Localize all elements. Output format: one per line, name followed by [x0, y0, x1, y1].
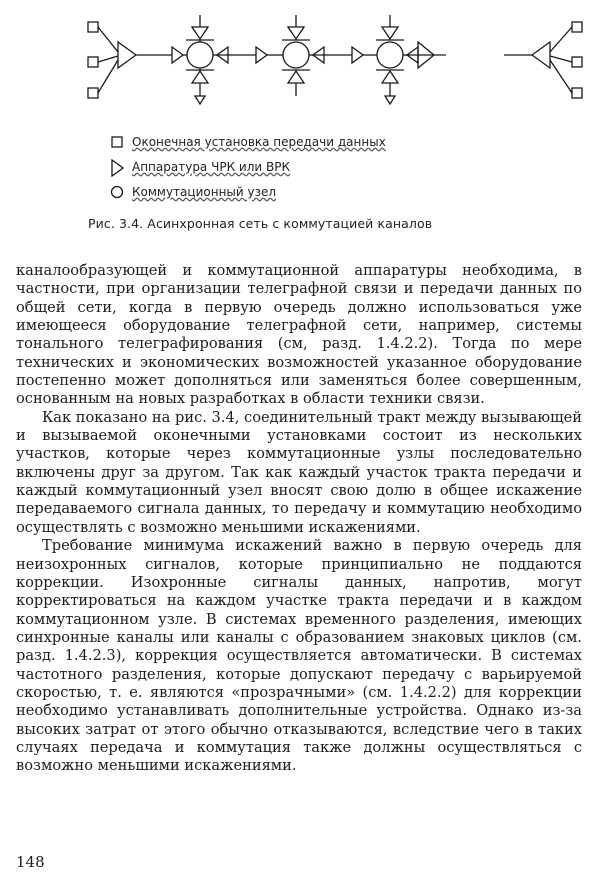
- terminal-right-top: [572, 22, 582, 32]
- network-diagram: [60, 0, 600, 112]
- paragraph-2: Как показано на рис. 3.4, соединительный тракт между вызывающей и вызываемой оконечными установками состоит из нескольких участков, которые через коммутационные узлы последовательно включены друг за другом. Так как каждый участок тракта передачи и каждый коммутационный узел вносят свою долю в общее искажение передаваемого сигнала данных, то передачу и коммутацию необходимо осуществлять с возможно меньшими искажениями.: [16, 408, 582, 536]
- switching-node-1: [172, 15, 228, 104]
- multiplexer-left: [118, 42, 136, 68]
- square-icon: [110, 134, 124, 150]
- multiplexer-right: [532, 42, 550, 68]
- body-text: [16, 262, 582, 776]
- legend-item-switch: [110, 182, 410, 207]
- network-diagram-svg: [60, 0, 600, 112]
- legend-item-equipment: [110, 157, 410, 182]
- terminal-left-middle: [88, 57, 98, 67]
- diagram-legend: [110, 132, 410, 207]
- paragraph-1: каналообразующей и коммутационной аппаратуры необходима, в частности, при организации телеграфной связи и передачи данных по общей сети, когда в первую очередь должно использоваться уже имеющееся оборудование телеграфной сети, например, системы тонального телеграфирования (см, разд. 1.4.2.2). Тогда по мере технических и экономических возможностей указанное оборудование постепенно может дополняться или заменяться более совершенным, основанным на новых разработках в области техники связи.: [16, 262, 582, 408]
- switching-node-3: [352, 15, 418, 104]
- switching-node-2: [256, 15, 324, 96]
- paragraph-3: Требование минимума искажений важно в первую очередь для неизохронных сигналов, которые принципиально не поддаются коррекции. Изохронные сигналы данных, напротив, могут корректироваться на каждом участке тракта передачи и в каждом коммутационном узле. В системах временного разделения, имеющих синхронные каналы или каналы с образованием знаковых циклов (см. разд. 1.4.2.3), коррекция осуществляется автоматически. В системах частотного разделения, которые допускают передачу с варьируемой скоростью, т. е. являются «прозрачными» (см. 1.4.2.2) для коррекции необходимо устанавливать дополнительные устройства. Однако из-за высоких затрат от этого обычно отказываются, вследствие чего в таких случаях передача и коммутация также должны осуществляться с возможно меньшими искажениями.: [16, 537, 582, 775]
- terminal-left-bottom: [88, 88, 98, 98]
- legend-label-terminal: Оконечная установка передачи данных: [132, 135, 386, 149]
- legend-item-terminal: [110, 132, 410, 157]
- legend-label-switch: Коммутационный узел: [132, 185, 277, 199]
- triangle-icon: [110, 159, 124, 177]
- terminal-right-middle: [572, 57, 582, 67]
- legend-label-equipment: Аппаратура ЧРК или ВРК: [132, 160, 290, 174]
- terminal-right-bottom: [572, 88, 582, 98]
- circle-icon: [110, 184, 124, 200]
- figure-caption: Рис. 3.4. Асинхронная сеть с коммутацией каналов: [88, 216, 433, 231]
- terminal-left-top: [88, 22, 98, 32]
- page-number: 148: [16, 853, 45, 871]
